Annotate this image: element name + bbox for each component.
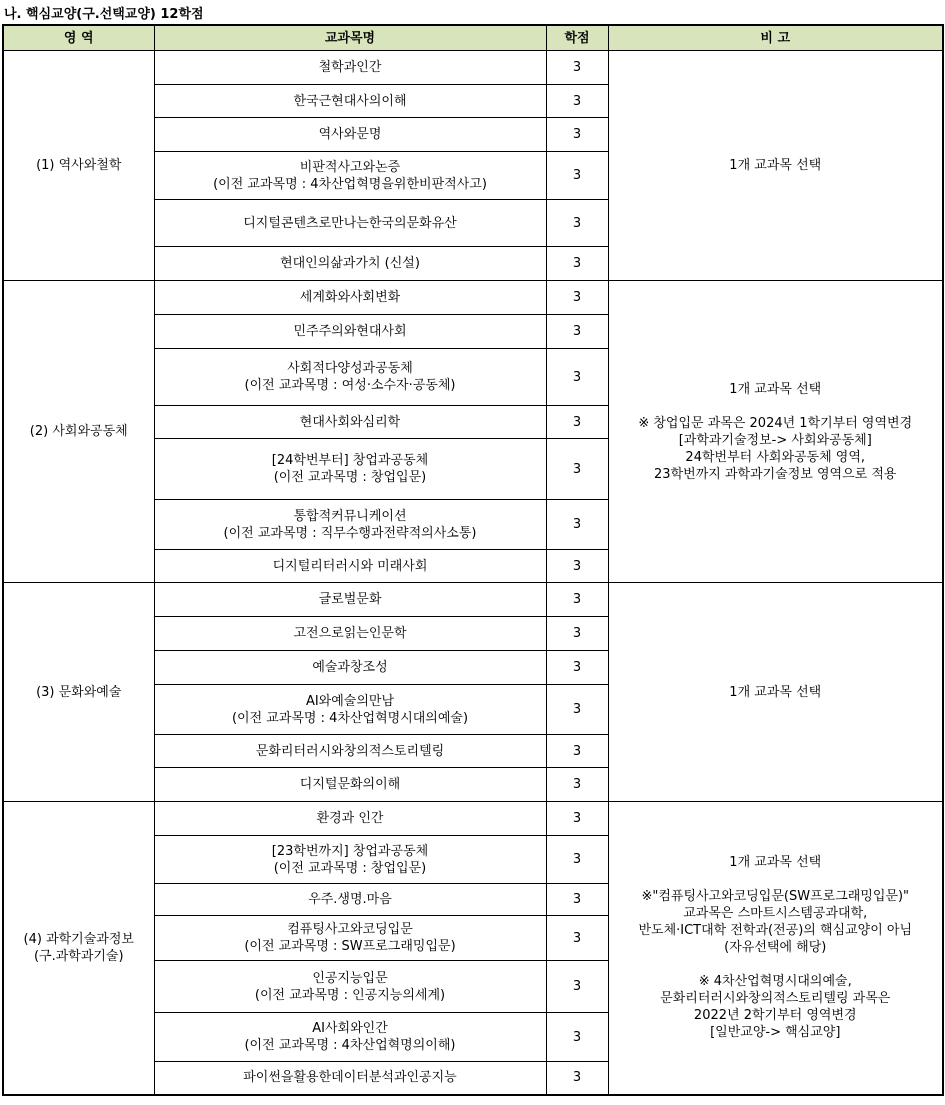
text-line: ※ 4차산업혁명시대의예술, xyxy=(698,974,852,990)
credit-cell: 3 xyxy=(546,118,608,152)
course-name-cell xyxy=(154,247,546,281)
credit-cell: 3 xyxy=(546,961,608,1013)
text-line: 역사와문명 xyxy=(318,127,382,142)
text-line: 현대사회와심리학 xyxy=(299,414,401,430)
text-line: 1개 교과목 선택 xyxy=(729,855,822,871)
course-name-cell xyxy=(154,85,546,118)
credit-cell: 3 xyxy=(546,315,608,349)
text-line: 디지털리터러시와 미래사회 xyxy=(272,558,428,574)
area-cell xyxy=(3,802,154,1095)
table-row xyxy=(3,51,943,85)
course-name-cell xyxy=(154,118,546,152)
text-line: 디지털문화의이해 xyxy=(299,777,401,792)
text-line xyxy=(611,398,941,415)
text-line: 환경과 인간 xyxy=(316,811,384,826)
course-name-cell xyxy=(154,651,546,685)
course-name-cell xyxy=(154,349,546,406)
credit-cell: 3 xyxy=(546,200,608,247)
text-line: (이전 교과목명 : 여성·소수자·공동체) xyxy=(244,378,456,393)
course-name-cell xyxy=(154,315,546,349)
course-name-cell xyxy=(154,961,546,1013)
text-line: 현대인의삶과가치 (신설) xyxy=(280,256,420,271)
note-cell xyxy=(608,51,943,281)
course-name-cell xyxy=(154,685,546,735)
text-line: (자유선택에 해당) xyxy=(724,940,827,956)
text-line: 교과목은 스마트시스템공과대학, xyxy=(683,906,868,922)
credit-cell: 3 xyxy=(546,685,608,735)
table-row xyxy=(3,802,943,836)
course-name-cell xyxy=(154,152,546,200)
area-cell xyxy=(3,51,154,281)
text-line: (이전 교과목명 : 4차산업혁명시대의예술) xyxy=(231,710,469,726)
text-line: (4) 과학기술과정보 xyxy=(23,931,134,947)
credit-cell: 3 xyxy=(546,349,608,406)
core-liberal-arts-table xyxy=(2,24,944,1096)
text-line: 철학과인간 xyxy=(318,60,382,75)
text-line: 글로벌문화 xyxy=(318,592,382,607)
course-name-cell xyxy=(154,735,546,768)
course-name-cell xyxy=(154,1013,546,1062)
credit-cell: 3 xyxy=(546,617,608,651)
course-name-cell xyxy=(154,281,546,315)
text-line: ※ 창업입문 과목은 2024년 1학기부터 영역변경 xyxy=(638,415,913,431)
text-line: [23학번까지] 창업과공동체 xyxy=(271,843,429,859)
text-line: (3) 문화와예술 xyxy=(36,684,122,700)
course-name-cell xyxy=(154,617,546,651)
credit-cell: 3 xyxy=(546,768,608,802)
text-line: 1개 교과목 선택 xyxy=(729,684,822,700)
text-line: 파이썬을활용한데이터분석과인공지능 xyxy=(243,1070,457,1086)
text-line: 디지털콘텐츠로만나는한국의문화유산 xyxy=(243,215,457,231)
text-line xyxy=(611,956,941,973)
course-name-cell xyxy=(154,916,546,961)
text-line: 한국근현대사의이해 xyxy=(293,93,407,109)
credit-cell: 3 xyxy=(546,1013,608,1062)
course-name-cell xyxy=(154,200,546,247)
text-line: (이전 교과목명 : SW프로그래밍입문) xyxy=(244,939,456,954)
text-line: 비판적사고와논증 xyxy=(299,159,401,175)
header-row xyxy=(3,25,943,51)
credit-cell: 3 xyxy=(546,1062,608,1095)
text-line: 반도체·ICT대학 전학과(전공)의 핵심교양이 아님 xyxy=(638,923,913,939)
text-line: [일반교양-> 핵심교양] xyxy=(710,1025,841,1041)
course-name-cell xyxy=(154,768,546,802)
table-row xyxy=(3,583,943,617)
text-line: (이전 교과목명 : 창업입문) xyxy=(273,860,427,876)
header-credit: 학점 xyxy=(546,25,608,51)
text-line: 세계화와사회변화 xyxy=(299,290,401,305)
text-line: 통합적커뮤니케이션 xyxy=(293,508,407,524)
credit-cell: 3 xyxy=(546,51,608,85)
credit-cell: 3 xyxy=(546,916,608,961)
text-line: 컴퓨팅사고와코딩입문 xyxy=(287,922,413,937)
text-line: (이전 교과목명 : 4차산업혁명을위한비판적사고) xyxy=(213,176,487,192)
course-name-cell xyxy=(154,802,546,836)
table-body xyxy=(3,51,943,1095)
header-area: 영 역 xyxy=(3,25,154,51)
text-line: (이전 교과목명 : 4차산업혁명의이해) xyxy=(244,1038,456,1053)
credit-cell: 3 xyxy=(546,550,608,583)
course-name-cell xyxy=(154,1062,546,1095)
course-name-cell xyxy=(154,51,546,85)
credit-cell: 3 xyxy=(546,85,608,118)
text-line: 우주.생명.마음 xyxy=(308,892,392,907)
credit-cell: 3 xyxy=(546,735,608,768)
course-name-cell xyxy=(154,550,546,583)
text-line: 2022년 2학기부터 영역변경 xyxy=(693,1008,857,1024)
text-line: 24학번부터 사회와공동체 영역, xyxy=(685,449,866,465)
text-line: 사회적다양성과공동체 xyxy=(287,361,413,376)
text-line: 문화리터러시와창의적스토리텔링 과목은 xyxy=(660,991,891,1007)
text-line: 23학번까지 과학과기술정보 영역으로 적용 xyxy=(654,466,897,482)
credit-cell: 3 xyxy=(546,406,608,439)
course-name-cell xyxy=(154,500,546,550)
text-line: (이전 교과목명 : 인공지능의세계) xyxy=(254,987,446,1003)
text-line: (2) 사회와공동체 xyxy=(29,424,128,439)
area-cell xyxy=(3,583,154,802)
text-line: (이전 교과목명 : 창업입문) xyxy=(273,470,427,485)
note-cell xyxy=(608,802,943,1095)
text-line: (1) 역사와철학 xyxy=(36,158,122,173)
text-line: 민주주의와현대사회 xyxy=(293,324,407,339)
credit-cell: 3 xyxy=(546,500,608,550)
section-title: 나. 핵심교양(구.선택교양) 12학점 xyxy=(4,7,204,22)
credit-cell: 3 xyxy=(546,836,608,884)
text-line: 인공지능입문 xyxy=(312,970,388,986)
course-name-cell xyxy=(154,406,546,439)
course-name-cell xyxy=(154,884,546,916)
credit-cell: 3 xyxy=(546,651,608,685)
credit-cell: 3 xyxy=(546,583,608,617)
text-line: [24학번부터] 창업과공동체 xyxy=(271,453,429,468)
text-line: [과학과기술정보-> 사회와공동체] xyxy=(678,432,872,448)
credit-cell: 3 xyxy=(546,884,608,916)
table-row xyxy=(3,281,943,315)
course-name-cell xyxy=(154,836,546,884)
header-course: 교과목명 xyxy=(154,25,546,51)
text-line xyxy=(611,871,941,888)
area-cell xyxy=(3,281,154,583)
text-line: 1개 교과목 선택 xyxy=(729,381,822,397)
text-line: AI사회와인간 xyxy=(312,1021,388,1036)
course-name-cell xyxy=(154,439,546,500)
text-line: 문화리터러시와창의적스토리텔링 xyxy=(255,743,445,759)
credit-cell: 3 xyxy=(546,439,608,500)
text-line: 고전으로읽는인문학 xyxy=(293,626,407,641)
credit-cell: 3 xyxy=(546,247,608,281)
text-line: ※"컴퓨팅사고와코딩입문(SW프로그래밍입문)" xyxy=(641,889,910,905)
text-line: AI와예술의만남 xyxy=(305,693,395,709)
note-cell xyxy=(608,281,943,583)
text-line: 1개 교과목 선택 xyxy=(729,158,822,173)
header-note: 비 고 xyxy=(608,25,943,51)
note-cell xyxy=(608,583,943,802)
course-name-cell xyxy=(154,583,546,617)
text-line: (구.과학과기술) xyxy=(33,948,124,964)
credit-cell: 3 xyxy=(546,152,608,200)
credit-cell: 3 xyxy=(546,281,608,315)
text-line: 예술과창조성 xyxy=(312,660,388,675)
text-line: (이전 교과목명 : 직무수행과전략적의사소통) xyxy=(223,525,477,541)
credit-cell: 3 xyxy=(546,802,608,836)
